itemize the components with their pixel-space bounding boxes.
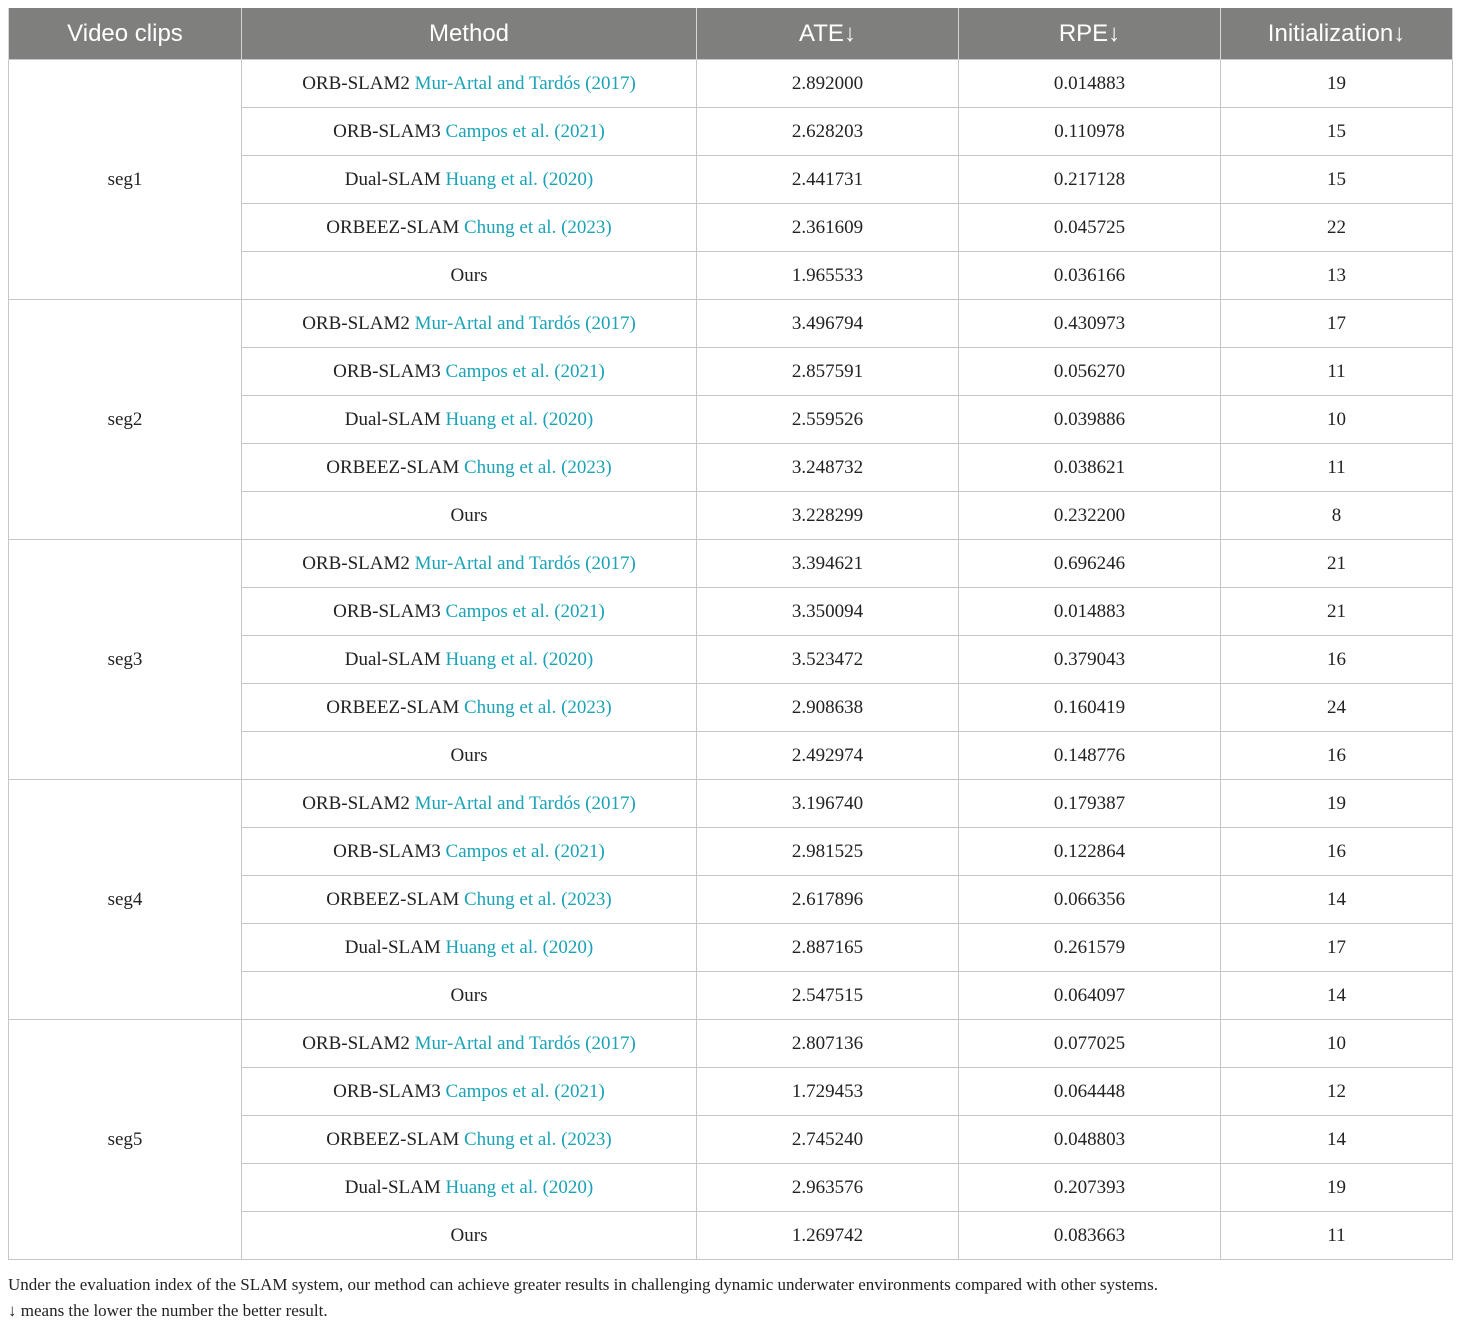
rpe-cell: 0.179387 [959, 780, 1221, 828]
video-clip-cell: seg5 [9, 1020, 242, 1260]
initialization-cell: 16 [1221, 828, 1453, 876]
method-citation: Campos et al. (2021) [445, 120, 605, 142]
method-cell [242, 396, 697, 444]
ate-cell: 2.807136 [697, 1020, 959, 1068]
ate-cell: 1.269742 [697, 1212, 959, 1260]
video-clip-cell: seg2 [9, 300, 242, 540]
slam-results-table [8, 8, 1453, 1260]
method-citation: Huang et al. (2020) [445, 168, 594, 190]
table-body [9, 60, 1453, 1260]
initialization-cell: 11 [1221, 444, 1453, 492]
rpe-cell: 0.045725 [959, 204, 1221, 252]
method-name: Dual-SLAM [344, 1176, 441, 1198]
initialization-cell: 16 [1221, 636, 1453, 684]
method-citation: Mur-Artal and Tardós (2017) [414, 72, 636, 94]
method-name: ORB-SLAM3 [333, 840, 441, 862]
ate-cell: 2.441731 [697, 156, 959, 204]
video-clip-cell: seg1 [9, 60, 242, 300]
initialization-cell: 22 [1221, 204, 1453, 252]
rpe-cell: 0.014883 [959, 588, 1221, 636]
method-cell [242, 684, 697, 732]
ate-cell: 2.547515 [697, 972, 959, 1020]
method-name: ORB-SLAM3 [333, 360, 441, 382]
ate-cell: 2.617896 [697, 876, 959, 924]
method-cell [242, 636, 697, 684]
rpe-cell: 0.379043 [959, 636, 1221, 684]
rpe-cell: 0.696246 [959, 540, 1221, 588]
initialization-cell: 10 [1221, 1020, 1453, 1068]
ate-cell: 3.496794 [697, 300, 959, 348]
method-cell [242, 156, 697, 204]
method-citation: Mur-Artal and Tardós (2017) [414, 552, 636, 574]
rpe-cell: 0.048803 [959, 1116, 1221, 1164]
initialization-cell: 16 [1221, 732, 1453, 780]
table-row [9, 780, 1453, 828]
method-cell [242, 108, 697, 156]
header-video-clips: Video clips [9, 8, 242, 60]
rpe-cell: 0.039886 [959, 396, 1221, 444]
video-clip-cell: seg3 [9, 540, 242, 780]
rpe-cell: 0.160419 [959, 684, 1221, 732]
initialization-cell: 11 [1221, 348, 1453, 396]
method-cell [242, 588, 697, 636]
initialization-cell: 17 [1221, 924, 1453, 972]
method-cell [242, 1020, 697, 1068]
method-name: Ours [450, 1224, 488, 1246]
header-row [9, 8, 1453, 60]
method-citation: Chung et al. (2023) [463, 888, 612, 910]
method-citation: Huang et al. (2020) [445, 1176, 594, 1198]
method-citation: Huang et al. (2020) [445, 648, 594, 670]
ate-cell: 2.892000 [697, 60, 959, 108]
method-cell [242, 300, 697, 348]
method-name: ORB-SLAM3 [333, 120, 441, 142]
ate-cell: 2.492974 [697, 732, 959, 780]
method-cell [242, 540, 697, 588]
header-initialization: Initialization↓ [1221, 8, 1453, 60]
rpe-cell: 0.430973 [959, 300, 1221, 348]
method-cell [242, 1164, 697, 1212]
initialization-cell: 14 [1221, 972, 1453, 1020]
method-cell [242, 204, 697, 252]
method-name: Ours [450, 744, 488, 766]
initialization-cell: 19 [1221, 1164, 1453, 1212]
method-cell [242, 60, 697, 108]
method-cell [242, 828, 697, 876]
ate-cell: 2.361609 [697, 204, 959, 252]
method-citation: Chung et al. (2023) [463, 1128, 612, 1150]
table-header [9, 8, 1453, 60]
rpe-cell: 0.207393 [959, 1164, 1221, 1212]
rpe-cell: 0.077025 [959, 1020, 1221, 1068]
method-name: Dual-SLAM [344, 648, 441, 670]
initialization-cell: 14 [1221, 876, 1453, 924]
ate-cell: 3.523472 [697, 636, 959, 684]
method-citation: Campos et al. (2021) [445, 840, 605, 862]
ate-cell: 2.963576 [697, 1164, 959, 1212]
ate-cell: 2.559526 [697, 396, 959, 444]
header-ate: ATE↓ [697, 8, 959, 60]
rpe-cell: 0.064097 [959, 972, 1221, 1020]
initialization-cell: 15 [1221, 108, 1453, 156]
method-name: ORBEEZ-SLAM [326, 888, 460, 910]
method-citation: Campos et al. (2021) [445, 600, 605, 622]
method-name: Ours [450, 264, 488, 286]
rpe-cell: 0.056270 [959, 348, 1221, 396]
footnote-description: Under the evaluation index of the SLAM system, our method can achieve greater results in challenging dynamic underwater environments compared with other systems. [8, 1275, 1158, 1294]
method-cell [242, 924, 697, 972]
method-name: Ours [450, 504, 488, 526]
rpe-cell: 0.036166 [959, 252, 1221, 300]
ate-cell: 3.394621 [697, 540, 959, 588]
method-cell [242, 252, 697, 300]
rpe-cell: 0.122864 [959, 828, 1221, 876]
initialization-cell: 19 [1221, 60, 1453, 108]
table-row [9, 1020, 1453, 1068]
rpe-cell: 0.083663 [959, 1212, 1221, 1260]
method-name: ORBEEZ-SLAM [326, 1128, 460, 1150]
method-cell [242, 348, 697, 396]
method-name: ORB-SLAM2 [302, 1032, 410, 1054]
ate-cell: 3.350094 [697, 588, 959, 636]
method-name: Dual-SLAM [344, 408, 441, 430]
initialization-cell: 19 [1221, 780, 1453, 828]
rpe-cell: 0.110978 [959, 108, 1221, 156]
initialization-cell: 10 [1221, 396, 1453, 444]
initialization-cell: 17 [1221, 300, 1453, 348]
method-name: Dual-SLAM [344, 936, 441, 958]
method-name: ORB-SLAM2 [302, 792, 410, 814]
ate-cell: 3.248732 [697, 444, 959, 492]
method-citation: Mur-Artal and Tardós (2017) [414, 312, 636, 334]
method-citation: Campos et al. (2021) [445, 360, 605, 382]
method-name: ORBEEZ-SLAM [326, 456, 460, 478]
footnote-arrow-legend: ↓ means the lower the number the better result. [8, 1301, 328, 1320]
rpe-cell: 0.232200 [959, 492, 1221, 540]
method-name: ORB-SLAM3 [333, 1080, 441, 1102]
method-citation: Mur-Artal and Tardós (2017) [414, 1032, 636, 1054]
initialization-cell: 21 [1221, 588, 1453, 636]
rpe-cell: 0.038621 [959, 444, 1221, 492]
method-citation: Chung et al. (2023) [463, 216, 612, 238]
ate-cell: 2.745240 [697, 1116, 959, 1164]
ate-cell: 2.628203 [697, 108, 959, 156]
method-cell [242, 732, 697, 780]
initialization-cell: 24 [1221, 684, 1453, 732]
initialization-cell: 11 [1221, 1212, 1453, 1260]
method-cell [242, 1068, 697, 1116]
initialization-cell: 14 [1221, 1116, 1453, 1164]
method-cell [242, 1116, 697, 1164]
method-name: Dual-SLAM [344, 168, 441, 190]
ate-cell: 2.908638 [697, 684, 959, 732]
ate-cell: 3.196740 [697, 780, 959, 828]
rpe-cell: 0.014883 [959, 60, 1221, 108]
method-name: ORB-SLAM3 [333, 600, 441, 622]
initialization-cell: 15 [1221, 156, 1453, 204]
method-citation: Campos et al. (2021) [445, 1080, 605, 1102]
method-cell [242, 492, 697, 540]
method-citation: Huang et al. (2020) [445, 936, 594, 958]
method-citation: Huang et al. (2020) [445, 408, 594, 430]
header-method: Method [242, 8, 697, 60]
initialization-cell: 13 [1221, 252, 1453, 300]
table-row [9, 540, 1453, 588]
method-citation: Chung et al. (2023) [463, 456, 612, 478]
ate-cell: 3.228299 [697, 492, 959, 540]
method-citation: Mur-Artal and Tardós (2017) [414, 792, 636, 814]
method-cell [242, 780, 697, 828]
ate-cell: 2.857591 [697, 348, 959, 396]
method-name: ORB-SLAM2 [302, 312, 410, 334]
initialization-cell: 12 [1221, 1068, 1453, 1116]
method-name: ORBEEZ-SLAM [326, 696, 460, 718]
results-table-container [8, 8, 1452, 1260]
table-row [9, 60, 1453, 108]
table-row [9, 300, 1453, 348]
method-citation: Chung et al. (2023) [463, 696, 612, 718]
rpe-cell: 0.261579 [959, 924, 1221, 972]
method-cell [242, 972, 697, 1020]
method-cell [242, 444, 697, 492]
video-clip-cell: seg4 [9, 780, 242, 1020]
rpe-cell: 0.148776 [959, 732, 1221, 780]
method-name: ORB-SLAM2 [302, 552, 410, 574]
table-footnotes [8, 1272, 1452, 1324]
rpe-cell: 0.066356 [959, 876, 1221, 924]
initialization-cell: 8 [1221, 492, 1453, 540]
ate-cell: 2.887165 [697, 924, 959, 972]
rpe-cell: 0.064448 [959, 1068, 1221, 1116]
method-cell [242, 1212, 697, 1260]
rpe-cell: 0.217128 [959, 156, 1221, 204]
ate-cell: 2.981525 [697, 828, 959, 876]
initialization-cell: 21 [1221, 540, 1453, 588]
method-cell [242, 876, 697, 924]
method-name: ORB-SLAM2 [302, 72, 410, 94]
ate-cell: 1.965533 [697, 252, 959, 300]
ate-cell: 1.729453 [697, 1068, 959, 1116]
header-rpe: RPE↓ [959, 8, 1221, 60]
method-name: ORBEEZ-SLAM [326, 216, 460, 238]
method-name: Ours [450, 984, 488, 1006]
